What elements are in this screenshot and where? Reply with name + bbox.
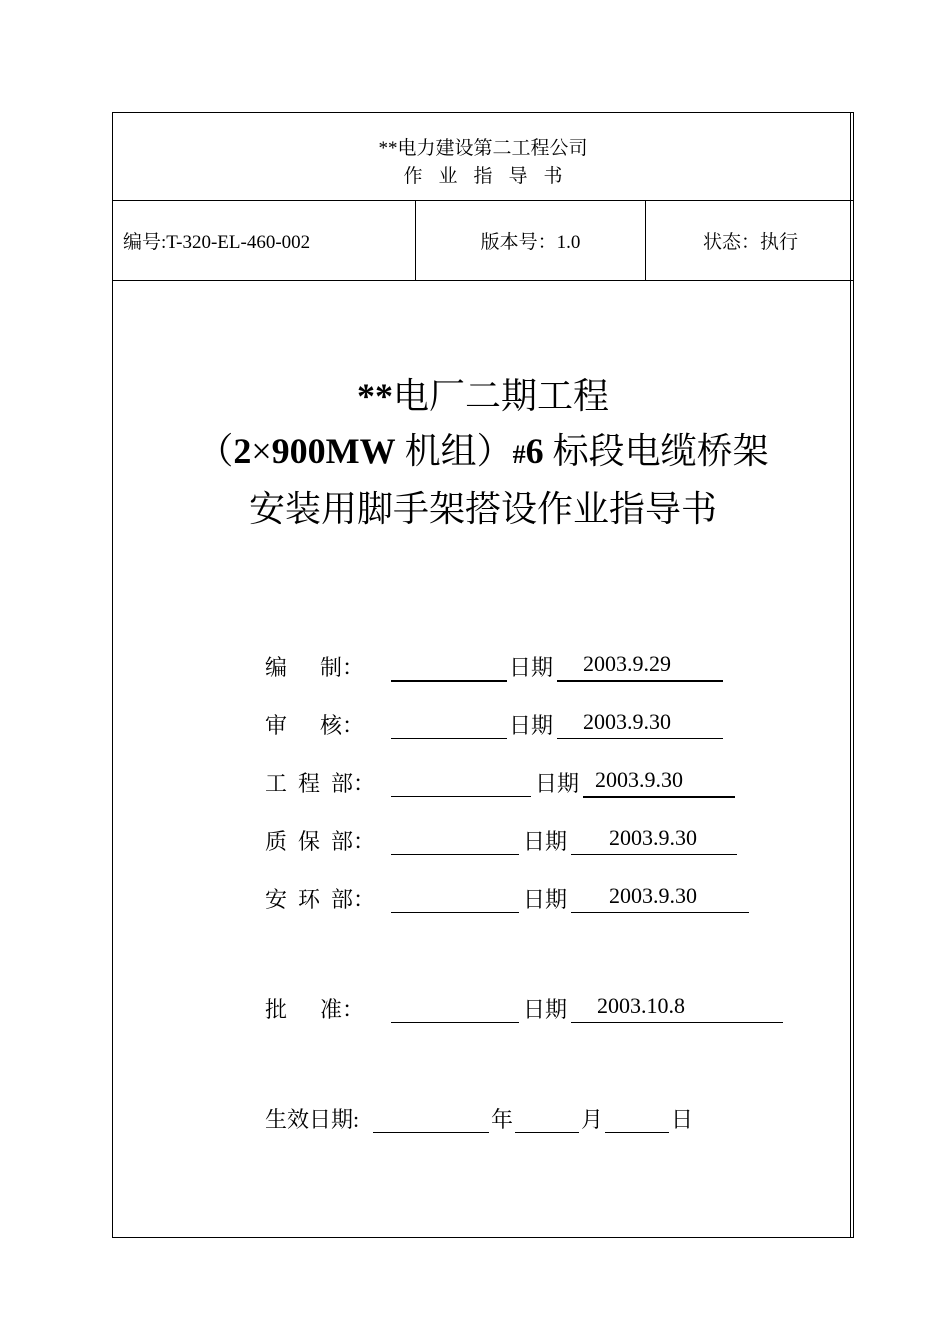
doc-type: 作业指导书 [403, 166, 579, 187]
signature-line [391, 796, 531, 797]
sig-label: 工 程 部： [265, 771, 376, 796]
year-line [373, 1132, 489, 1133]
signature-line [391, 1022, 519, 1023]
sig-label: 编 制： [265, 655, 365, 680]
doc-version: 版本号：1.0 [416, 201, 646, 280]
signature-line [391, 680, 507, 682]
date-value: 2003.9.30 [609, 825, 697, 850]
date-label: 日期 [535, 771, 580, 796]
date-label: 日期 [523, 829, 568, 854]
date-line [557, 738, 723, 739]
sig-label: 审 核： [265, 713, 365, 738]
date-value: 2003.9.30 [595, 767, 683, 792]
date-label: 日期 [523, 997, 568, 1022]
signature-line [391, 738, 507, 739]
month-label: 月 [581, 1107, 604, 1132]
doc-status: 状态：执行 [702, 232, 798, 253]
effective-label: 生效日期: [265, 1107, 360, 1132]
title-line-3: 安装用脚手架搭设作业指导书 [248, 489, 717, 529]
sig-label: 安 环 部： [265, 887, 376, 912]
title-line-1: **电厂二期工程 [356, 376, 609, 416]
document-title [113, 369, 853, 537]
date-line [571, 854, 737, 855]
date-value: 2003.9.30 [583, 709, 671, 734]
sig-label: 批 准： [265, 997, 365, 1022]
date-line [583, 796, 735, 798]
date-value: 2003.10.8 [597, 993, 685, 1018]
date-label: 日期 [509, 655, 554, 680]
company-name: **电力建设第二工程公司 [378, 138, 588, 159]
sig-label: 质 保 部： [265, 829, 376, 854]
signature-line [391, 912, 519, 913]
year-label: 年 [491, 1107, 514, 1132]
date-label: 日期 [523, 887, 568, 912]
document-frame [112, 112, 854, 1238]
date-value: 2003.9.30 [609, 883, 697, 908]
date-line [571, 1022, 783, 1023]
day-line [605, 1132, 669, 1133]
title-line-2: （2×900MW 机组）#6 标段电缆桥架 [197, 431, 769, 471]
date-line [557, 680, 723, 682]
doc-number: 编号:T-320-EL-460-002 [113, 201, 416, 280]
date-value: 2003.9.29 [583, 651, 671, 676]
info-row [113, 201, 853, 281]
day-label: 日 [671, 1107, 694, 1132]
month-line [515, 1132, 579, 1133]
header-row [113, 113, 853, 201]
date-label: 日期 [509, 713, 554, 738]
date-line [571, 912, 749, 913]
signature-line [391, 854, 519, 855]
